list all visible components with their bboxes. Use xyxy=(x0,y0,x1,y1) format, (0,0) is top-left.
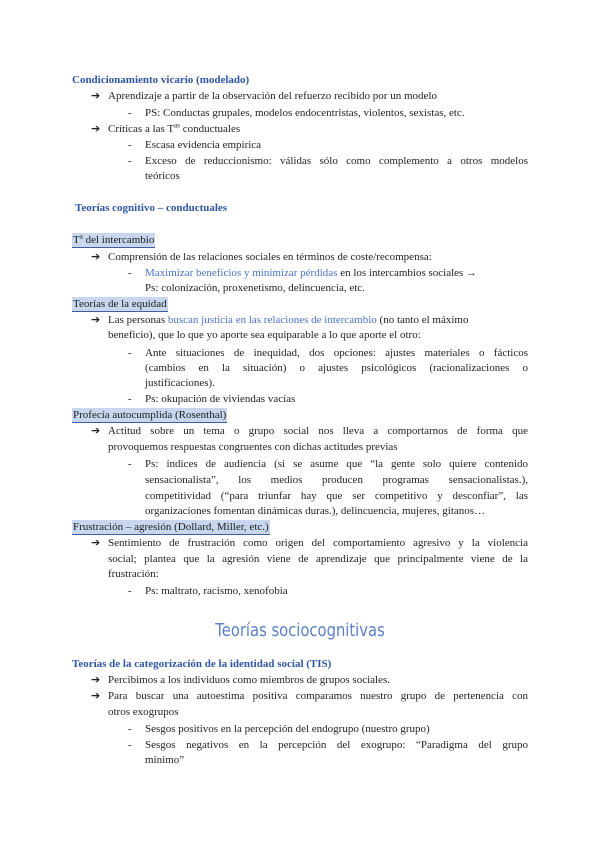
dash-bullet-icon: - xyxy=(128,107,132,119)
sub-audiencia-l3: competitividad (“para triunfar hay que ser competitivo y desconfiar”, las xyxy=(145,490,528,502)
dash-bullet-icon: - xyxy=(128,723,132,735)
arrow-bullet-icon: ➔ xyxy=(91,673,101,686)
sub-inequidad-l1: Ante situaciones de inequidad, dos opciones: ajustes materiales o fácticos xyxy=(145,347,528,359)
sub-inequidad-l2: (cambios en la situación) o ajustes psicológicos (racionalizaciones o xyxy=(145,362,528,374)
arrow-bullet-icon: ➔ xyxy=(91,89,101,102)
bullet-autoestima-l2: otros exogrupos xyxy=(108,706,179,718)
dash-bullet-icon: - xyxy=(128,585,132,597)
sub-reduccionismo-l2: teóricos xyxy=(145,170,180,182)
heading-frustracion-agresion: Frustración – agresión (Dollard, Miller, etc.) xyxy=(73,521,269,533)
heading-cognitivo-conductuales: Teorías cognitivo – conductuales xyxy=(75,202,228,214)
dash-bullet-icon: - xyxy=(128,393,132,405)
section-title: Teorías sociocognitivas xyxy=(215,620,385,641)
arrow-bullet-icon: ➔ xyxy=(91,313,101,326)
sub-okupacion: Ps: okupación de viviendas vacías xyxy=(145,393,296,405)
sub-sesgos-negativos-l1: Sesgos negativos en la percepción del exogrupo: “Paradigma del grupo xyxy=(145,739,528,751)
bullet-aprendizaje: Aprendizaje a partir de la observación del refuerzo recibido por un modelo xyxy=(108,90,437,102)
bullet-actitud-l2: provoquemos respuestas congruentes con dichas actitudes previas xyxy=(108,441,398,453)
sub-ps-conductas: PS: Conductas grupales, modelos endocentristas, violentos, sexistas, etc. xyxy=(145,107,465,119)
dash-bullet-icon: - xyxy=(128,458,132,470)
sub-maltrato: Ps: maltrato, racismo, xenofobia xyxy=(145,585,288,597)
dash-bullet-icon: - xyxy=(128,155,132,167)
bullet-comprension: Comprensión de las relaciones sociales en términos de coste/recompensa: xyxy=(108,251,432,263)
sub-reduccionismo-l1: Exceso de reduccionismo: válidas sólo como complemento a otros modelos xyxy=(145,155,528,167)
bullet-frustracion-l2: social; plantea que la agresión viene de aprendizaje que principalmente viene de la xyxy=(108,553,528,565)
sub-maximizar-l2: Ps: colonización, proxenetismo, delincuencia, etc. xyxy=(145,282,365,294)
dash-bullet-icon: - xyxy=(128,139,132,151)
dash-bullet-icon: - xyxy=(128,739,132,751)
bullet-frustracion-l3: frustración: xyxy=(108,568,159,580)
sub-audiencia-l4: organizaciones fomentan dinámicas duras.), delincuencia, mujeres, gitanos… xyxy=(145,505,486,517)
sub-sesgos-negativos-l2: mínimo” xyxy=(145,754,185,766)
sub-audiencia-l2: sensacionalista”, los medios producen programas sensacionalistas.), xyxy=(145,474,528,486)
heading-teorias-equidad: Teorías de la equidad xyxy=(73,298,167,310)
heading-condicionamiento-vicario: Condicionamiento vicario (modelado) xyxy=(72,74,250,86)
sub-audiencia-l1: Ps: índices de audiencia (si se asume que “la gente solo quiere contenido xyxy=(145,458,528,470)
bullet-criticas: Críticas a las $T^{as}$ conductuales xyxy=(108,121,241,135)
arrow-bullet-icon: ➔ xyxy=(91,536,101,549)
dash-bullet-icon: - xyxy=(128,267,132,279)
sub-inequidad-l3: justificaciones). xyxy=(145,377,215,389)
bullet-frustracion-l1: Sentimiento de frustración como origen del comportamiento agresivo y la violencia xyxy=(108,537,528,549)
bullet-percibimos: Percibimos a los individuos como miembros de grupos sociales. xyxy=(108,674,390,686)
dash-bullet-icon: - xyxy=(128,347,132,359)
sub-escasa-evidencia: Escasa evidencia empírica xyxy=(145,139,262,151)
arrow-bullet-icon: ➔ xyxy=(91,689,101,702)
bullet-personas-justicia: Las personas buscan justicia en las relaciones de intercambio (no tanto el máximo xyxy=(108,314,469,326)
sub-maximizar: Maximizar beneficios y minimizar pérdidas en los intercambios sociales → xyxy=(145,267,478,279)
arrow-bullet-icon: ➔ xyxy=(91,424,101,437)
arrow-bullet-icon: ➔ xyxy=(91,250,101,263)
bullet-autoestima-l1: Para buscar una autoestima positiva comparamos nuestro grupo de pertenencia con xyxy=(108,690,528,702)
heading-categorizacion-identidad: Teorías de la categorización de la identidad social (TIS) xyxy=(72,658,332,670)
arrow-bullet-icon: ➔ xyxy=(91,122,101,135)
bullet-personas-justicia-l2: beneficio), que lo que yo aporte sea equiparable a lo que aporte el otro: xyxy=(108,329,421,341)
heading-profecia-autocumplida: Profecía autocumplida (Rosenthal) xyxy=(73,409,227,421)
sub-sesgos-positivos: Sesgos positivos en la percepción del endogrupo (nuestro grupo) xyxy=(145,723,430,735)
bullet-actitud-l1: Actitud sobre un tema o grupo social nos lleva a comportarnos de forma que xyxy=(108,425,528,437)
heading-teoria-intercambio: $T^a$ del intercambio xyxy=(73,232,155,246)
